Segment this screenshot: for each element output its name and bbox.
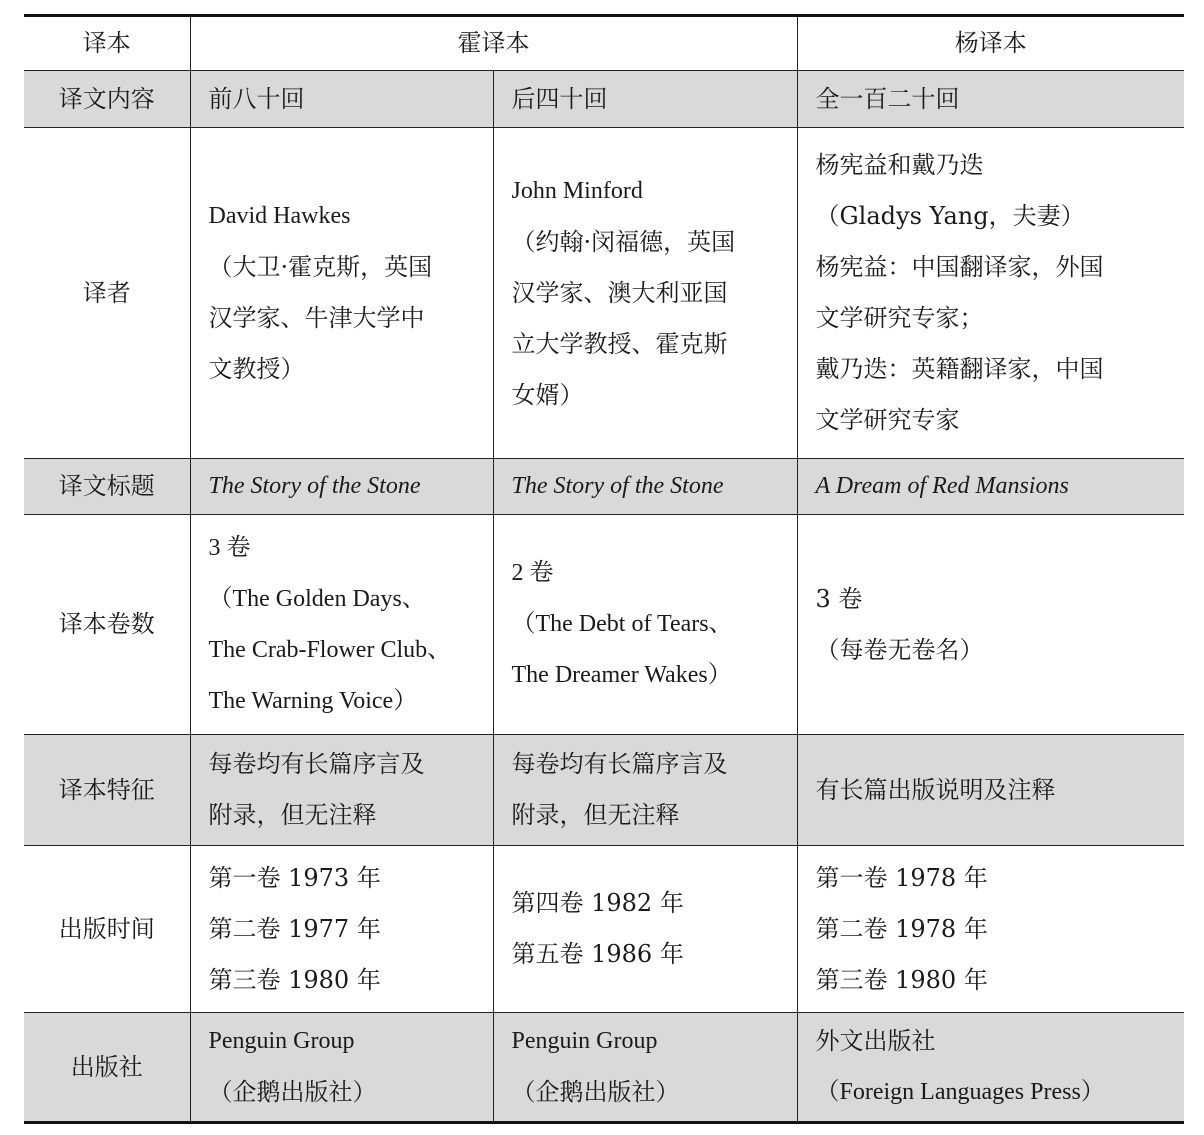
cell-line: Penguin Group: [511, 1028, 658, 1054]
cell-line: 第五卷 1986 年: [511, 940, 684, 968]
cell-hawkes: [190, 515, 493, 735]
translation-comparison-table: [24, 14, 1184, 1124]
cell-hawkes: 前八十回: [190, 71, 493, 128]
row-label: 译者: [24, 128, 190, 459]
cell-line: （每卷无卷名）: [815, 635, 984, 664]
cell-minford: [493, 515, 797, 735]
cell-minford: 后四十回: [493, 71, 797, 128]
cell-yang: [797, 128, 1184, 459]
cell-line: 第三卷 1980 年: [208, 965, 381, 994]
row-label: 译文标题: [24, 459, 190, 515]
cell-line: （Foreign Languages Press）: [815, 1079, 1105, 1105]
cell-line: 第二卷 1977 年: [208, 914, 381, 943]
cell-line: 第四卷 1982 年: [511, 889, 684, 917]
row-pubdate: [24, 846, 1184, 1013]
cell-line: John Minford: [511, 177, 643, 204]
cell-line: Penguin Group: [208, 1028, 355, 1054]
cell-minford: The Story of the Stone: [493, 459, 797, 515]
header-cell-yang-edition: 杨译本: [797, 16, 1184, 71]
cell-line: （大卫·霍克斯，英国: [208, 253, 433, 281]
cell-line: 每卷均有长篇序言及: [511, 750, 728, 778]
header-cell-hawkes-edition: 霍译本: [190, 16, 797, 71]
cell-minford: [493, 735, 797, 846]
cell-line: 附录，但无注释: [208, 801, 377, 829]
row-content: [24, 71, 1184, 128]
cell-line: 文教授）: [208, 355, 305, 383]
cell-yang: A Dream of Red Mansions: [797, 459, 1184, 515]
row-label: 出版时间: [24, 846, 190, 1013]
cell-yang: [797, 515, 1184, 735]
cell-hawkes: [190, 1013, 493, 1123]
row-publisher: [24, 1013, 1184, 1123]
cell-line: 第二卷 1978 年: [815, 914, 988, 943]
cell-yang: 全一百二十回: [797, 71, 1184, 128]
cell-line: （约翰·闵福德，英国: [511, 227, 736, 256]
row-label: 译本特征: [24, 735, 190, 846]
cell-line: 女婿）: [511, 380, 584, 409]
cell-line: 第三卷 1980 年: [815, 965, 988, 994]
cell-line: The Warning Voice）: [208, 687, 418, 714]
row-label: 译文内容: [24, 71, 190, 128]
row-label: 出版社: [24, 1013, 190, 1123]
cell-line: The Crab-Flower Club、: [208, 636, 452, 663]
header-row: [24, 16, 1184, 71]
cell-line: 立大学教授、霍克斯: [511, 329, 728, 358]
cell-line: 2 卷: [511, 560, 554, 586]
cell-line: 第一卷 1978 年: [815, 863, 988, 892]
cell-line: （The Golden Days、: [208, 585, 426, 612]
cell-line: 第一卷 1973 年: [208, 863, 381, 892]
cell-line: 杨宪益：中国翻译家，外国: [815, 253, 1104, 281]
row-volumes: [24, 515, 1184, 735]
cell-minford: [493, 1013, 797, 1123]
row-translator: [24, 128, 1184, 459]
cell-minford: [493, 846, 797, 1013]
cell-yang: [797, 846, 1184, 1013]
cell-hawkes: [190, 128, 493, 459]
cell-line: 汉学家、牛津大学中: [208, 304, 425, 332]
cell-line: 文学研究专家；: [815, 304, 984, 332]
cell-line: （Gladys Yang，夫妻）: [815, 202, 1085, 230]
cell-line: 外文出版社: [815, 1027, 936, 1055]
row-title: [24, 459, 1184, 515]
cell-yang: [797, 735, 1184, 846]
cell-hawkes: The Story of the Stone: [190, 459, 493, 515]
cell-line: The Dreamer Wakes）: [511, 662, 732, 688]
cell-minford: [493, 128, 797, 459]
cell-line: 附录，但无注释: [511, 801, 680, 829]
cell-line: （The Debt of Tears、: [511, 611, 733, 637]
cell-hawkes: [190, 735, 493, 846]
cell-line: 3 卷: [815, 584, 863, 613]
cell-line: 汉学家、澳大利亚国: [511, 278, 728, 307]
cell-yang: [797, 1013, 1184, 1123]
cell-line: （企鹅出版社）: [208, 1078, 377, 1106]
cell-line: 有长篇出版说明及注释: [815, 775, 1056, 804]
cell-line: （企鹅出版社）: [511, 1078, 680, 1106]
cell-line: David Hawkes: [208, 203, 351, 229]
cell-line: 3 卷: [208, 534, 251, 561]
cell-line: 每卷均有长篇序言及: [208, 750, 425, 778]
header-cell-edition: 译本: [24, 16, 190, 71]
cell-line: 戴乃迭：英籍翻译家，中国: [815, 355, 1104, 383]
cell-hawkes: [190, 846, 493, 1013]
row-features: [24, 735, 1184, 846]
cell-line: 文学研究专家: [815, 406, 960, 434]
cell-line: 杨宪益和戴乃迭: [815, 151, 984, 179]
row-label: 译本卷数: [24, 515, 190, 735]
